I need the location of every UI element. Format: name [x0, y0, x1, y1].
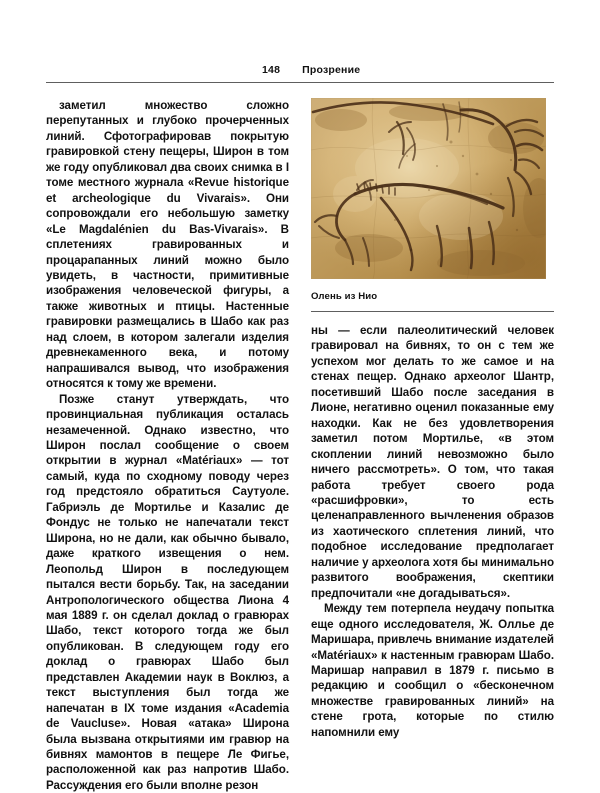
figure-spacer	[311, 312, 554, 323]
body-columns	[46, 98, 554, 793]
cave-painting-deer-icon	[311, 98, 546, 279]
figure-image	[311, 98, 546, 279]
paragraph: Между тем потерпела неудачу попытка еще одного исследователя, Ж. Оллье де Маришара, привлечь внимание издателей «Matériaux» к настенным гравюрам Шабо. Маришар направил в 1879 г. письмо в редакцию и сообщил о «бесконечном множестве гравированных линий» на стене грота, которые по стилю напомнили ему	[311, 602, 554, 739]
figure-caption: Олень из Нио	[311, 291, 378, 302]
column-right	[311, 98, 554, 793]
paragraph: заметил множество сложно перепутанных и глубоко прочерченных линий. Сфотографировав покрытую гравировкой стену пещеры, Широн в том же году опубликовал два своих снимка в I томе местного журнала «Revue historique et archeologique du Vivarais». Они сопровождали его небольшую заметку «Le Magdalénien du Bas-Vivarais». В сплетениях гравированных и процарапанных линий можно было увидеть, в частности, примитивные изображения человеческой фигуры, а также животных и птицы. Настенные гравировки размещались в Шабо как раз над слоем, в котором залегали изделия древнекаменного века, и потому напрашивался вывод, что изображения относятся к тому же времени.	[46, 99, 289, 391]
figure-cave-painting	[311, 98, 554, 312]
page-number: 148	[262, 64, 281, 76]
paragraph: ны — если палеолитический человек гравировал на бивнях, то он с тем же успехом мог делать то же самое и на стенах пещер. Однако археолог Шантр, посетивший Шабо после заседания в Лионе, негативно оценил показанные ему находки. Как не без удовлетворения заметил потом Мортилье, «в этом скоплении линий невозможно было ничего рассмотреть». О том, что такая работа требует своего рода «расшифровки», то есть целенаправленного вычленения образов из хаотического сплетения линий, что подобное исследование предполагает наличие у археолога хотя бы минимально развитого воображения, скептики предпочитали «не догадываться».	[311, 324, 554, 600]
running-title: Прозрение	[302, 64, 361, 76]
paragraph: Позже станут утверждать, что провинциальная публикация осталась незамеченной. Однако известно, что Широн послал сообщение о своем открытии в журнал «Matériaux» — тот самый, куда по сходному поводу через год предстояло обратиться Саутуоле. Габриэль де Мортилье и Казалис де Фондус не только не напечатали текст Широна, но не дали, как обычно бывало, даже краткого извещения о нем. Леопольд Широн в последующем пытался вести борьбу. Так, на заседании Антропологического общества Лиона 4 мая 1889 г. он сделал доклад о гравюрах Шабо, текст которого тогда же был опубликован. В следующем году его доклад о гравюрах Шабо был представлен Академии наук в Воклюз, а текст выступления был тогда же напечатан в IX томе издания «Academia de Vaucluse». Новая «атака» Широна была вызвана открытиями им гравюр на бивнях мамонтов в пещере Ле Фигье, расположенной как раз напротив Шабо. Рассуждения его были вполне резон	[46, 392, 289, 792]
header-divider	[46, 82, 554, 83]
running-header	[46, 64, 554, 76]
column-left	[46, 98, 289, 793]
